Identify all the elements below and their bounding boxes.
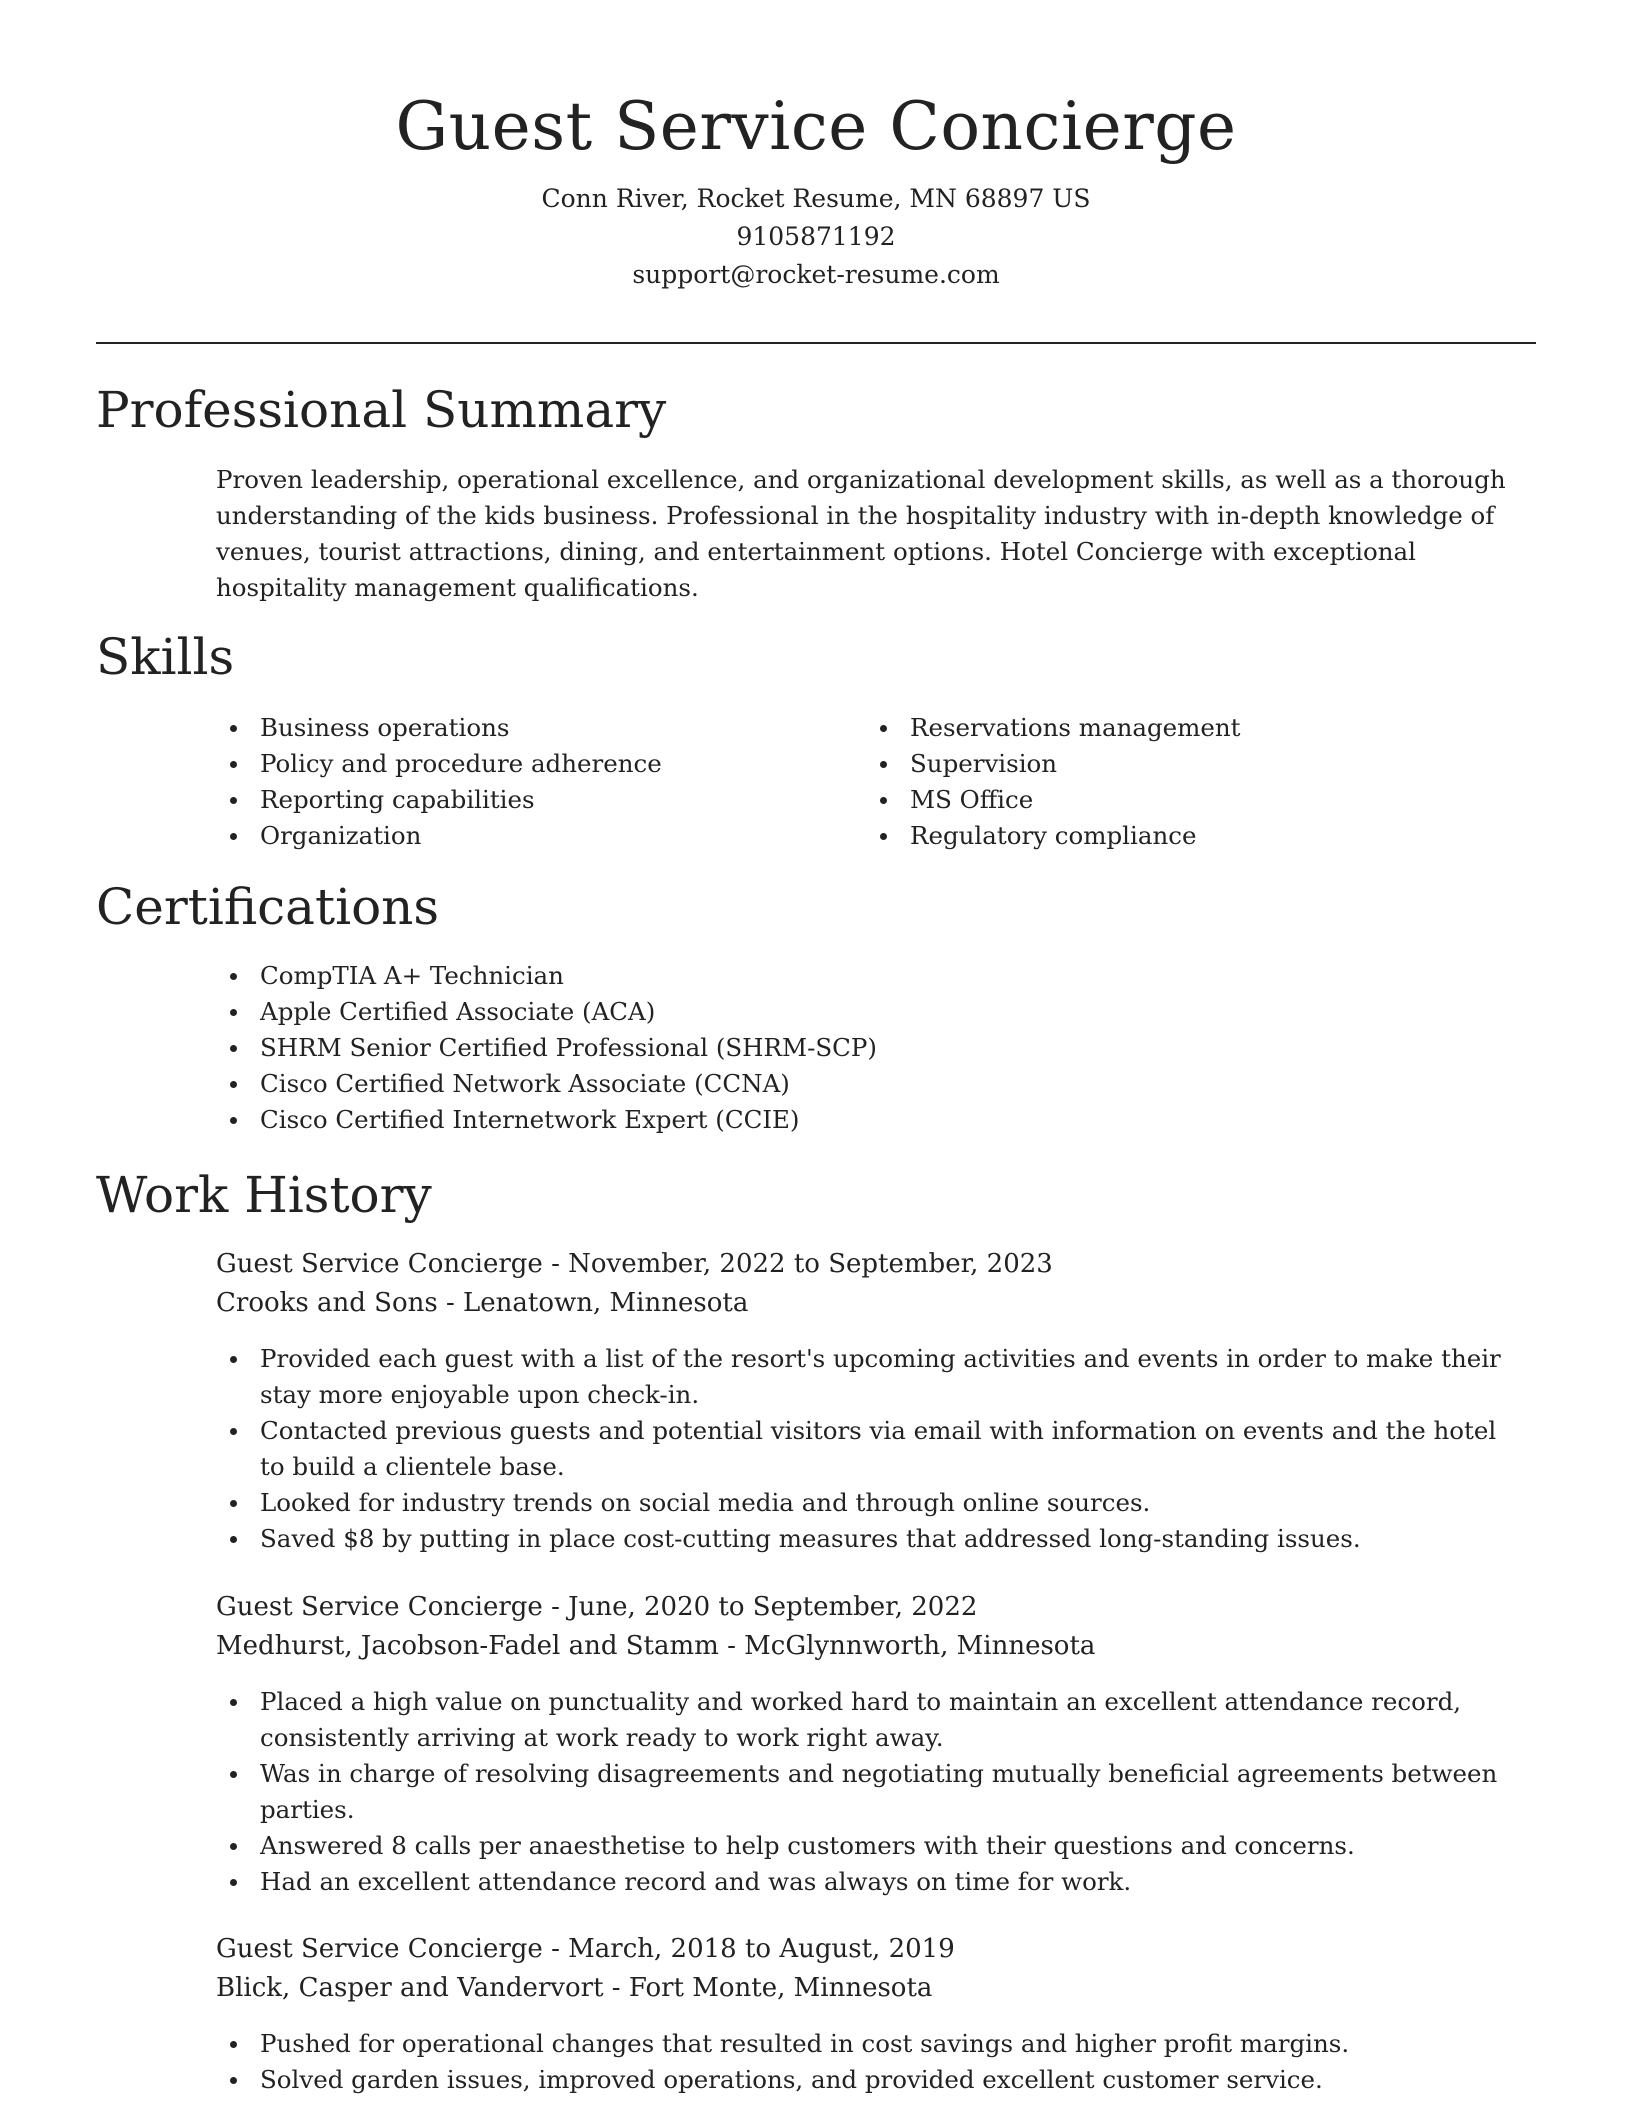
skill-item: Organization: [216, 818, 836, 854]
skill-item: Reservations management: [866, 710, 1486, 746]
job-bullet: Had an excellent attendance record and was always on time for work.: [216, 1864, 1516, 1900]
job-location: McGlynnworth, Minnesota: [744, 1631, 1096, 1661]
job-company-line: Blick, Casper and Vandervort - Fort Monte, Minnesota: [216, 1973, 933, 2003]
job-bullet: Provided each guest with a list of the resort's upcoming activities and events in order to make their stay more enjoyable upon check-in.: [216, 1341, 1516, 1413]
skill-item: MS Office: [866, 782, 1486, 818]
summary-heading: Professional Summary: [96, 381, 667, 439]
job-dates: March, 2018 to August, 2019: [568, 1934, 955, 1964]
contact-phone: 9105871192: [736, 222, 896, 251]
job-dates: June, 2020 to September, 2022: [568, 1592, 978, 1622]
skills-list-left: [216, 710, 836, 854]
job-bullet: Answered 8 calls per anaesthetise to help customers with their questions and concerns.: [216, 1828, 1516, 1864]
certification-item: SHRM Senior Certified Professional (SHRM-SCP): [216, 1030, 1516, 1066]
certifications-list: [216, 958, 1516, 1138]
job-bullets: [216, 2026, 1516, 2098]
job-bullet: Solved garden issues, improved operations, and provided excellent customer service.: [216, 2062, 1516, 2098]
skill-item: Business operations: [216, 710, 836, 746]
contact-info: [0, 180, 1632, 294]
skill-item: Policy and procedure adherence: [216, 746, 836, 782]
job-location: Fort Monte, Minnesota: [628, 1973, 933, 2003]
job-title-line: Guest Service Concierge - June, 2020 to September, 2022: [216, 1592, 978, 1622]
job-company: Blick, Casper and Vandervort: [216, 1973, 604, 2003]
job-bullet: Placed a high value on punctuality and worked hard to maintain an excellent attendance record, consistently arriving at work ready to work right away.: [216, 1684, 1516, 1756]
skills-heading: Skills: [96, 628, 235, 686]
certification-item: Cisco Certified Network Associate (CCNA): [216, 1066, 1516, 1102]
skill-item: Reporting capabilities: [216, 782, 836, 818]
job-entry: [216, 1930, 1516, 2098]
job-bullets: [216, 1684, 1516, 1900]
job-position: Guest Service Concierge: [216, 1592, 543, 1622]
skill-item: Supervision: [866, 746, 1486, 782]
job-entry: [216, 1588, 1516, 1900]
resume-header: [0, 0, 1632, 294]
work-history-heading: Work History: [96, 1166, 432, 1224]
job-bullets: [216, 1341, 1516, 1557]
header-divider: [96, 342, 1536, 344]
certification-item: CompTIA A+ Technician: [216, 958, 1516, 994]
skill-item: Regulatory compliance: [866, 818, 1486, 854]
job-dates: November, 2022 to September, 2023: [568, 1249, 1053, 1279]
job-location: Lenatown, Minnesota: [463, 1288, 749, 1318]
job-bullet: Saved $8 by putting in place cost-cutting measures that addressed long-standing issues.: [216, 1521, 1516, 1557]
job-bullet: Looked for industry trends on social media and through online sources.: [216, 1485, 1516, 1521]
certification-item: Apple Certified Associate (ACA): [216, 994, 1516, 1030]
job-bullet: Pushed for operational changes that resulted in cost savings and higher profit margins.: [216, 2026, 1516, 2062]
skills-list-right: [866, 710, 1486, 854]
contact-email: support@rocket-resume.com: [632, 260, 1000, 289]
job-company-line: Medhurst, Jacobson-Fadel and Stamm - McGlynnworth, Minnesota: [216, 1631, 1096, 1661]
candidate-name: Guest Service Concierge: [395, 88, 1237, 165]
job-title-line: Guest Service Concierge - November, 2022 to September, 2023: [216, 1249, 1053, 1279]
job-title-line: Guest Service Concierge - March, 2018 to August, 2019: [216, 1934, 955, 1964]
job-entry: [216, 1245, 1516, 1557]
job-position: Guest Service Concierge: [216, 1249, 543, 1279]
job-position: Guest Service Concierge: [216, 1934, 543, 1964]
certification-item: Cisco Certified Internetwork Expert (CCIE): [216, 1102, 1516, 1138]
summary-text: Proven leadership, operational excellence, and organizational development skills, as well as a thorough understanding of the kids business. Professional in the hospitality industry with in-depth knowledge of venues, tourist attractions, dining, and entertainment options. Hotel Concierge with exceptional hospitality management qualifications.: [216, 465, 1506, 602]
job-company: Crooks and Sons: [216, 1288, 438, 1318]
job-bullet: Was in charge of resolving disagreements and negotiating mutually beneficial agreements between parties.: [216, 1756, 1516, 1828]
contact-address: Conn River, Rocket Resume, MN 68897 US: [541, 184, 1091, 213]
certifications-heading: Certifications: [96, 878, 440, 936]
job-bullet: Contacted previous guests and potential visitors via email with information on events and the hotel to build a clientele base.: [216, 1413, 1516, 1485]
job-company: Medhurst, Jacobson-Fadel and Stamm: [216, 1631, 719, 1661]
job-company-line: Crooks and Sons - Lenatown, Minnesota: [216, 1288, 749, 1318]
